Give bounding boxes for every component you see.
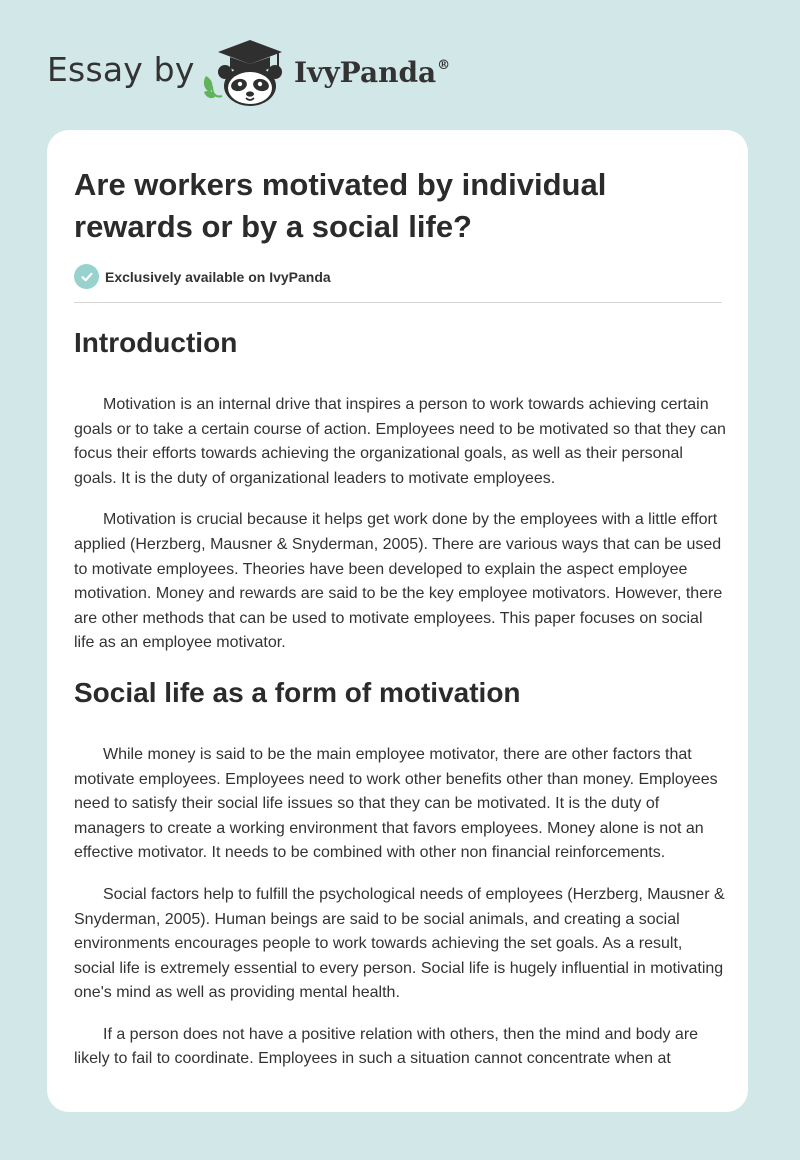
- section-heading-social-life: Social life as a form of motivation: [74, 676, 521, 708]
- site-header: [0, 0, 800, 130]
- essay-card: [47, 130, 748, 1112]
- section-heading-introduction: Introduction: [74, 327, 238, 358]
- exclusive-badge-label: Exclusively available on IvyPanda: [105, 268, 331, 285]
- check-circle-icon: [74, 264, 99, 289]
- exclusive-badge: [74, 264, 331, 289]
- paragraph: Motivation is an internal drive that inspires a person to work towards achieving certain goals or to take a certain course of action. Employees need to be motivated so that they can focus their efforts towards achieving the organizational goals, as well as their personal goals. It is the duty of organizational leaders to motivate employees.: [74, 396, 726, 487]
- paragraph: Motivation is crucial because it helps get work done by the employees with a little effort applied (Herzberg, Mausner & Snyderman, 2005). There are various ways that can be used to motivate employees. Theories have been developed to explain the aspect employee motivation. Money and rewards are said to be the key employee motivators. However, there are other methods that can be used to motivate employees. This paper focuses on social life as an employee motivator.: [74, 511, 723, 652]
- essay-body: [74, 320, 726, 1072]
- ivypanda-logo[interactable]: [200, 36, 292, 108]
- essay-title: Are workers motivated by individual rewards or by a social life?: [74, 167, 607, 244]
- paragraph: While money is said to be the main employee motivator, there are other factors that motivate employees. Employees need to work other benefits other than money. Employees need to satisfy their social life issues so that they can be motivated. It is the duty of managers to create a working environment that favors employees. Money alone is not an effective motivator. It needs to be combined with other non financial reinforcements.: [74, 745, 718, 862]
- registered-mark: ®: [437, 58, 451, 73]
- paragraph: Social factors help to fulfill the psychological needs of employees (Herzberg, Mausner & Snyderman, 2005). Human beings are said to be social animals, and creating a social environments encourages people to work towards achieving the set goals. As a result, social life is extremely essential to every person. Social life is hugely influential in motivating one's mind as well as providing mental health.: [74, 885, 725, 1002]
- brand-name[interactable]: [294, 56, 450, 89]
- brand-text: IvyPanda: [294, 56, 437, 89]
- essay-by-label: Essay by: [47, 50, 195, 89]
- paragraph: If a person does not have a positive relation with others, then the mind and body are likely to fail to coordinate. Employees in such a situation cannot concentrate when at: [74, 1025, 699, 1068]
- panda-graduate-icon: [200, 36, 292, 108]
- title-divider: [74, 302, 722, 303]
